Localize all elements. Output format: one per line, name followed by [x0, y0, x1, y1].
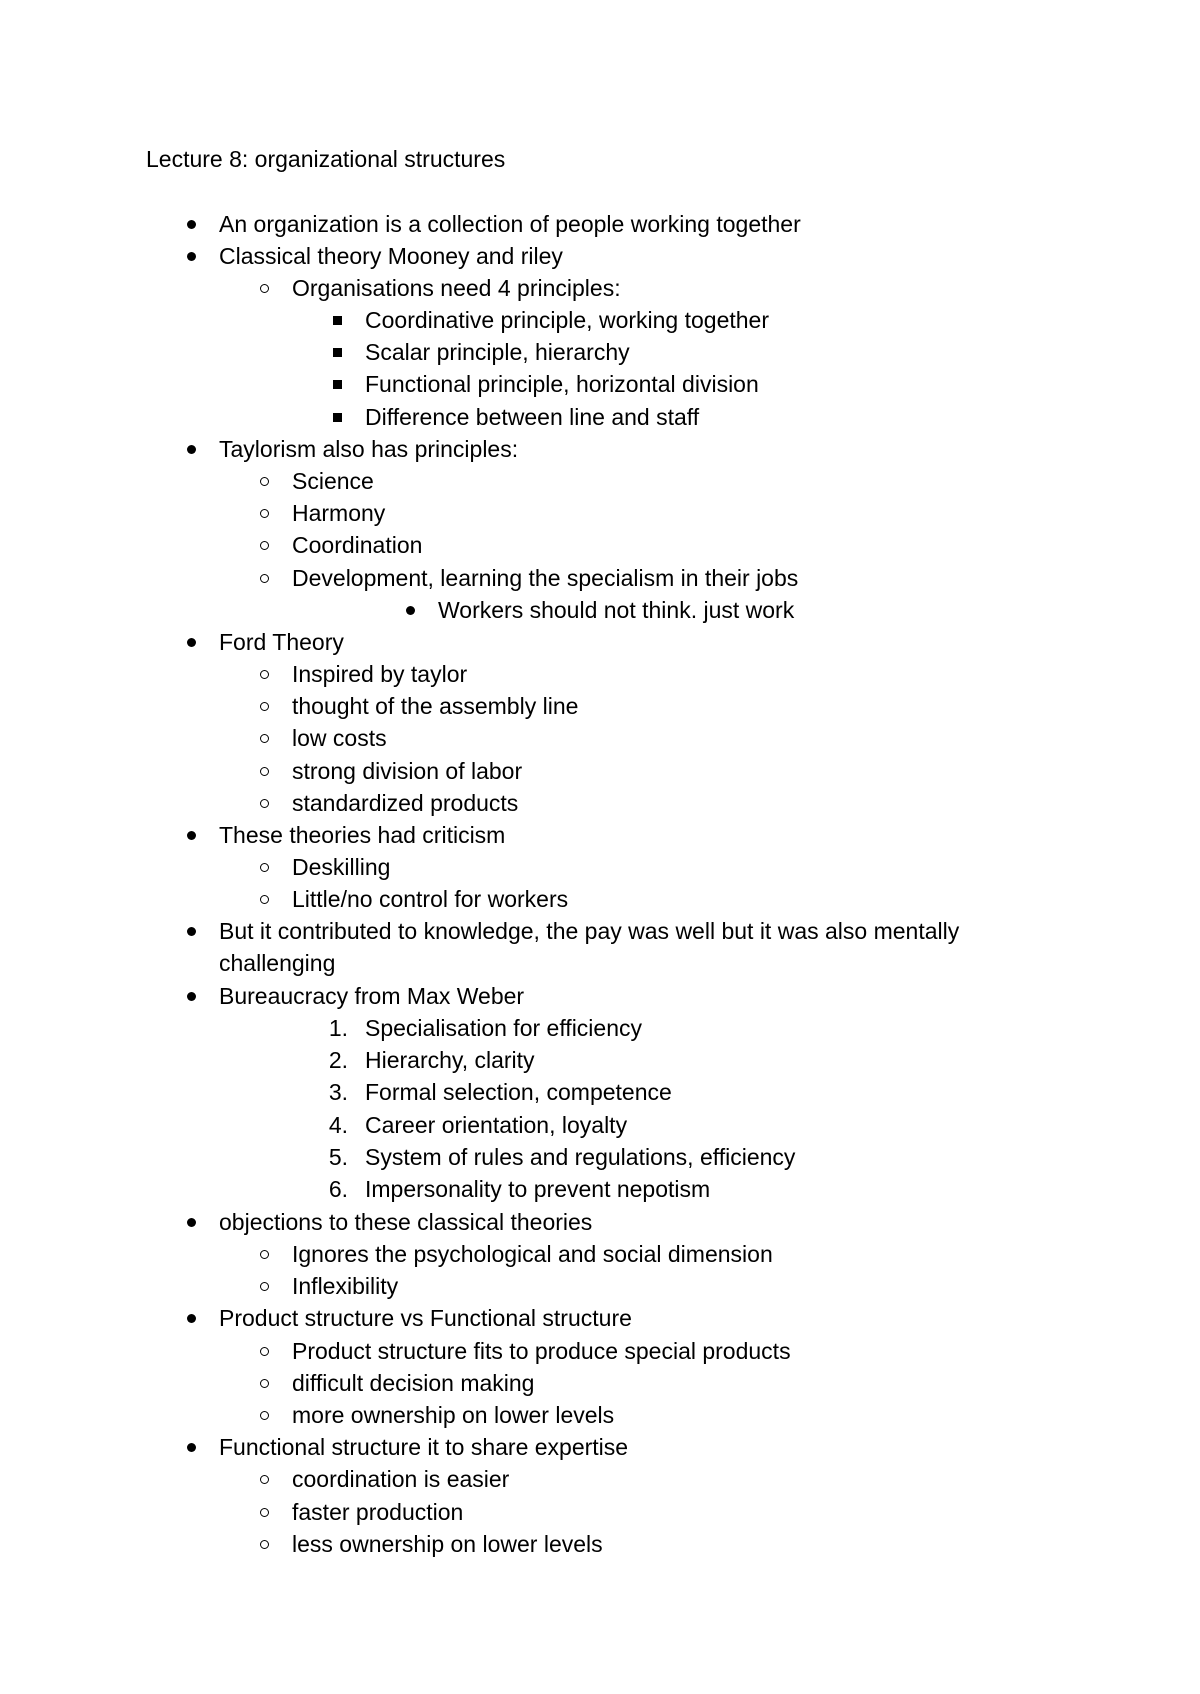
item-number: 1.: [328, 1015, 348, 1041]
bullet-circle-icon: [260, 1411, 269, 1420]
bullet-circle-icon: [260, 1475, 269, 1484]
bullet-circle-icon: [260, 1508, 269, 1517]
bullet-square-icon: [333, 413, 342, 422]
bullet-disc-icon: [187, 1443, 196, 1452]
bullet-square-icon: [333, 380, 342, 389]
bullet-circle-icon: [260, 767, 269, 776]
bullet-disc-icon: [187, 1218, 196, 1227]
bullet-circle-icon: [260, 477, 269, 486]
bullet-circle-icon: [260, 863, 269, 872]
bullet-circle-icon: [260, 1282, 269, 1291]
bullet-circle-icon: [260, 799, 269, 808]
bullet-circle-icon: [260, 1379, 269, 1388]
bullet-disc-icon: [187, 1314, 196, 1323]
bullet-disc-icon: [187, 252, 196, 261]
bullet-circle-icon: [260, 541, 269, 550]
bullet-circle-icon: [260, 509, 269, 518]
item-number: 5.: [328, 1144, 348, 1170]
bullet-circle-icon: [260, 670, 269, 679]
bullet-circle-icon: [260, 574, 269, 583]
item-number: 3.: [328, 1079, 348, 1105]
document-page: Lecture 8: organizational structures An organization is a collection of people working together Classical theory Mooney and riley Organisations need 4 principles: Coordinative principle, working together Scalar principle, hierarchy Functional principle, horizontal division Difference between line and staff Taylorism also has principles: Science Harmony Coordination Development, learning the specialism in their jobs Workers should not think. just work Ford Theory Inspired by taylor thought of the assembly line low costs strong division of labor standardized products These theories had criticism Deskilling Little/no control for workers But it contributed to knowledge, the pay was well but it was also mentally challenging Bureaucracy from Max Weber 1. Specialisation for efficiency 2. Hierarchy, clarity 3. Formal selection, competence 4. Career orientation, loyalty 5. System of rules and regulations, efficiency 6. Impersonality to prevent nepotism objections to these classical theories Ignores the psychological and social dimension Inflexibility Product structure vs Functional structure Product structure fits to produce special products difficult decision making more ownership on lower levels Functional structure it to share expertise coordination is easier faster production less ownership on lower levels: [0, 0, 1200, 1694]
bullet-circle-icon: [260, 895, 269, 904]
document-title: Lecture 8: organizational structures: [146, 146, 506, 172]
bullet-disc-icon: [187, 220, 196, 229]
bullet-circle-icon: [260, 284, 269, 293]
bullet-circle-icon: [260, 734, 269, 743]
bullet-circle-icon: [260, 1347, 269, 1356]
bullet-disc-icon: [187, 445, 196, 454]
bullet-disc-icon: [187, 992, 196, 1001]
bullet-square-icon: [333, 348, 342, 357]
bullet-circle-icon: [260, 702, 269, 711]
bullet-square-icon: [333, 316, 342, 325]
bullet-circle-icon: [260, 1250, 269, 1259]
bullet-disc-icon: [187, 927, 196, 936]
bullet-disc-icon: [406, 606, 415, 615]
bullet-circle-icon: [260, 1540, 269, 1549]
bullet-disc-icon: [187, 831, 196, 840]
bullet-disc-icon: [187, 638, 196, 647]
item-number: 4.: [328, 1112, 348, 1138]
item-number: 6.: [328, 1176, 348, 1202]
item-number: 2.: [328, 1047, 348, 1073]
